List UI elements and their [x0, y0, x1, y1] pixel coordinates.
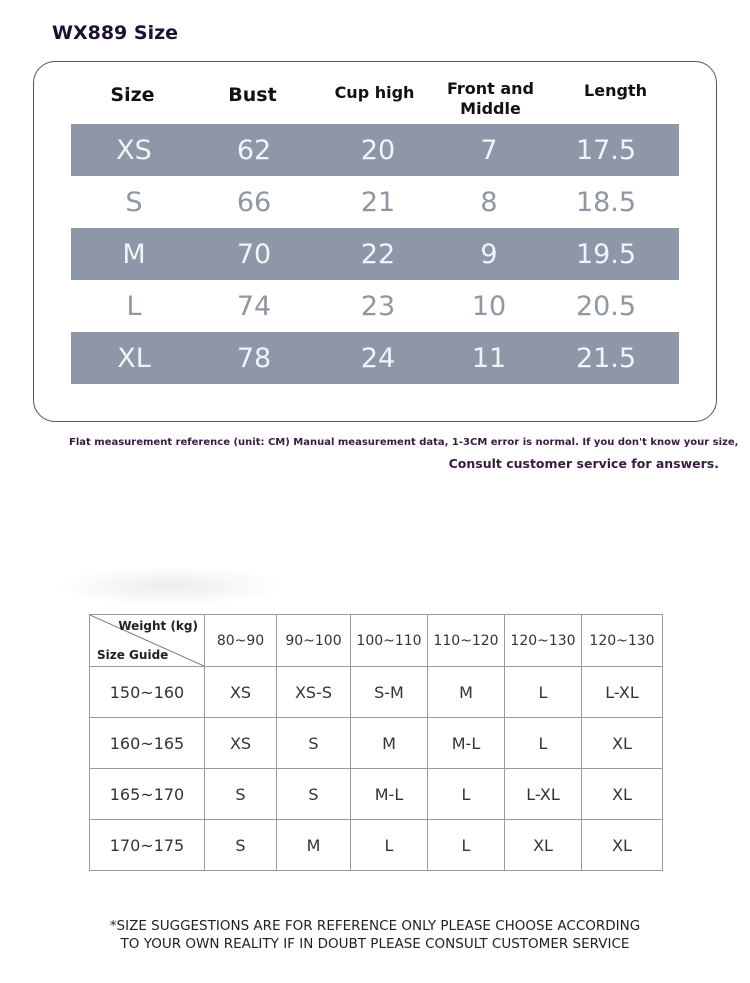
bust-cell: 74 — [236, 290, 272, 322]
size-suggestion: L — [505, 718, 582, 769]
size-guide-table — [89, 614, 663, 871]
disclaimer-line: TO YOUR OWN REALITY IF IN DOUBT PLEASE CONSULT CUSTOMER SERVICE — [120, 936, 630, 952]
size-suggestion: M — [277, 820, 351, 871]
size-suggestion: L — [428, 820, 505, 871]
size-suggestion: L — [505, 667, 582, 718]
diagonal-header-cell — [90, 615, 205, 667]
weight-range: 120~130 — [505, 615, 582, 667]
size-suggestion: L-XL — [582, 667, 663, 718]
disclaimer-line: *SIZE SUGGESTIONS ARE FOR REFERENCE ONLY PLEASE CHOOSE ACCORDING — [109, 918, 641, 934]
size-row — [71, 332, 679, 384]
front-cell: 9 — [480, 238, 498, 270]
size-cell: S — [125, 186, 143, 218]
size-suggestion: L — [428, 769, 505, 820]
height-row — [90, 820, 663, 871]
size-suggestion: XL — [582, 820, 663, 871]
bust-cell: 62 — [236, 134, 272, 166]
weight-header-row — [90, 615, 663, 667]
size-row — [71, 228, 679, 280]
header-length: Length — [584, 81, 647, 100]
bust-cell: 70 — [236, 238, 272, 270]
weight-range: 100~110 — [351, 615, 428, 667]
size-suggestion: S — [205, 820, 277, 871]
header-bust: Bust — [228, 84, 277, 106]
size-guide-label: Size Guide — [97, 648, 169, 662]
disclaimer — [0, 917, 750, 953]
size-row — [71, 176, 679, 228]
size-suggestion: S — [205, 769, 277, 820]
bust-cell: 66 — [236, 186, 272, 218]
weight-range: 120~130 — [582, 615, 663, 667]
measurement-note: Flat measurement reference (unit: CM) Manual measurement data, 1-3CM error is normal. If you don't know your size, — [69, 437, 739, 448]
weight-range: 80~90 — [205, 615, 277, 667]
size-cell: XS — [116, 134, 152, 166]
cup-cell: 22 — [360, 238, 396, 270]
height-range: 150~160 — [90, 667, 205, 718]
size-suggestion: XL — [582, 769, 663, 820]
size-suggestion: L-XL — [505, 769, 582, 820]
front-cell: 7 — [480, 134, 498, 166]
size-suggestion: M — [351, 718, 428, 769]
size-suggestion: M — [428, 667, 505, 718]
size-suggestion: M-L — [428, 718, 505, 769]
size-suggestion: M-L — [351, 769, 428, 820]
weight-label: Weight (kg) — [118, 619, 198, 633]
size-suggestion: XS-S — [277, 667, 351, 718]
height-row — [90, 667, 663, 718]
size-suggestion: XL — [505, 820, 582, 871]
header-front-middle: Front and Middle — [446, 79, 535, 118]
cup-cell: 21 — [360, 186, 396, 218]
size-cell: XL — [117, 342, 151, 374]
header-size: Size — [110, 84, 155, 106]
page-title: WX889 Size — [52, 22, 179, 44]
cup-cell: 23 — [360, 290, 396, 322]
height-range: 160~165 — [90, 718, 205, 769]
front-cell: 8 — [480, 186, 498, 218]
header-cup-high: Cup high — [334, 83, 415, 102]
size-row — [71, 124, 679, 176]
size-suggestion: S — [277, 718, 351, 769]
height-range: 165~170 — [90, 769, 205, 820]
length-cell: 18.5 — [575, 186, 637, 218]
size-suggestion: XS — [205, 718, 277, 769]
faded-watermark — [55, 566, 285, 606]
front-cell: 10 — [471, 290, 507, 322]
front-cell: 11 — [471, 342, 507, 374]
weight-range: 110~120 — [428, 615, 505, 667]
height-row — [90, 718, 663, 769]
size-row — [71, 280, 679, 332]
size-suggestion: XL — [582, 718, 663, 769]
size-cell: L — [126, 290, 142, 322]
customer-service-note: Consult customer service for answers. — [448, 456, 719, 471]
size-suggestion: S-M — [351, 667, 428, 718]
length-cell: 19.5 — [575, 238, 637, 270]
weight-range: 90~100 — [277, 615, 351, 667]
cup-cell: 20 — [360, 134, 396, 166]
length-cell: 20.5 — [575, 290, 637, 322]
height-range: 170~175 — [90, 820, 205, 871]
height-row — [90, 769, 663, 820]
length-cell: 21.5 — [575, 342, 637, 374]
size-suggestion: S — [277, 769, 351, 820]
size-suggestion: L — [351, 820, 428, 871]
size-suggestion: XS — [205, 667, 277, 718]
length-cell: 17.5 — [575, 134, 637, 166]
size-cell: M — [122, 238, 146, 270]
cup-cell: 24 — [360, 342, 396, 374]
bust-cell: 78 — [236, 342, 272, 374]
